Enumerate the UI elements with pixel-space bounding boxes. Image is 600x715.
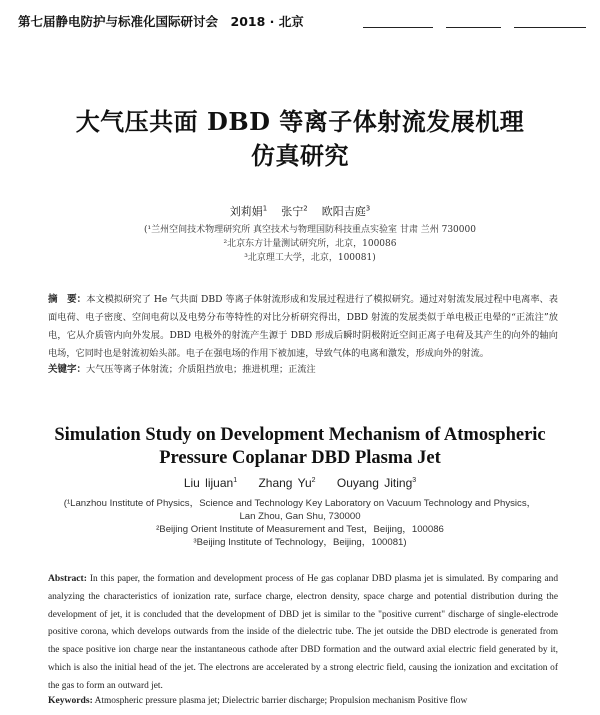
- keywords-label: Keywords:: [48, 695, 93, 706]
- abstract-label: 摘 要：: [48, 294, 87, 305]
- author-sup: 2: [303, 204, 308, 213]
- author-name: 张宁: [281, 205, 304, 218]
- author-sup: 1: [233, 477, 238, 484]
- chinese-authors: [0, 203, 600, 219]
- running-header: [18, 6, 586, 36]
- chinese-title-line-1: 大气压共面 DBD 等离子体射流发展机理: [75, 107, 525, 136]
- header-rule-1: [363, 27, 433, 28]
- conference-header: 第七届静电防护与标准化国际研讨会 2018 · 北京: [18, 14, 304, 29]
- chinese-title-line-2: 仿真研究: [251, 141, 349, 170]
- affiliation-line: ²北京东方计量测试研究所，北京，100086: [223, 239, 397, 249]
- affiliation-line: Lan Zhou, Gan Shu, 730000: [239, 511, 361, 522]
- english-abstract: [48, 570, 558, 696]
- affiliation-line: ²Beijing Orient Institute of Measurement and Test，Beijing，100086: [156, 524, 444, 535]
- abstract-text: In this paper, the formation and development process of He gas coplanar DBD plasma jet is simulated. By comparing and analyzing the characteristics of ionization rate, surface charge, electron density, space charge and potential distribution during the development of jet, it is concluded that the development of DBD jet is similar to the "positive current" discharge of single-electrode positive corona, which develops outwards from the inside of the dielectric tube. The jet outside the DBD electrode is generated from the space positive ion charge near the instantaneous cathode after DBD formation and the outward axial electric field generated by it, which is also the initial head of the jet. The electrons are accelerated by a strong electric field, causing the ionization and excitation of the gas to form an outward jet.: [48, 574, 559, 691]
- author-name: 刘莉娟: [229, 205, 263, 218]
- english-keywords: [48, 695, 558, 706]
- affiliation-line: ³北京理工大学，北京，100081): [244, 253, 376, 263]
- header-rule-3: [514, 27, 586, 28]
- keywords-text: Atmospheric pressure plasma jet; Dielectric barrier discharge; Propulsion mechanism Positive flow: [94, 696, 468, 706]
- author-name: Liu lijuan: [183, 476, 234, 490]
- author-name: 欧阳吉庭: [321, 205, 366, 218]
- author-sup: 3: [412, 477, 417, 484]
- chinese-title: [0, 105, 600, 173]
- affiliation-line: ³Beijing Institute of Technology，Beijing，100081): [193, 537, 407, 548]
- chinese-affiliations: [60, 223, 560, 265]
- author-sup: 3: [365, 204, 371, 213]
- author-name: Zhang Yu: [258, 476, 312, 490]
- affiliation-line: (¹Lanzhou Institute of Physics，Science and Technology Key Laboratory on Vacuum Technology and Physics，: [63, 498, 537, 509]
- author-name: Ouyang Jiting: [336, 476, 413, 490]
- author-sup: 2: [311, 477, 316, 484]
- chinese-abstract: [48, 291, 558, 363]
- keywords-label: 关键字：: [48, 364, 87, 375]
- abstract-text: 本文模拟研究了 He 气共面 DBD 等离子体射流形成和发展过程进行了模拟研究。通过对射流发展过程中电离率、表面电荷、电子密度、空间电荷以及电势分布等特性的对比分析研究得出，DBD 射流的发展类似于单电极正电晕的“正流注”放电，它从介质管内向外发展。DBD 电极外的射流产生源于 DBD 形成后瞬时阴极附近空间正离子电荷及其产生的向外的轴向电场，它同时也是射流初始头部。电子在强电场的作用下被加速，导致气体的电离和激发，形成向外的射流。: [48, 294, 558, 359]
- english-affiliations: [40, 497, 560, 549]
- chinese-keywords: [48, 363, 558, 377]
- english-title-line-1: Simulation Study on Development Mechanism of Atmospheric: [54, 425, 546, 445]
- english-title: [0, 424, 600, 470]
- affiliation-line: (¹兰州空间技术物理研究所 真空技术与物理国防科技重点实验室 甘肃 兰州 730000: [144, 225, 476, 235]
- english-authors: [0, 476, 600, 490]
- english-title-line-2: Pressure Coplanar DBD Plasma Jet: [159, 448, 441, 468]
- header-rule-2: [446, 27, 501, 28]
- author-sup: 1: [262, 204, 268, 213]
- keywords-text: 大气压等离子体射流；介质阻挡放电；推进机理；正流注: [86, 364, 316, 375]
- abstract-label: Abstract:: [48, 573, 87, 584]
